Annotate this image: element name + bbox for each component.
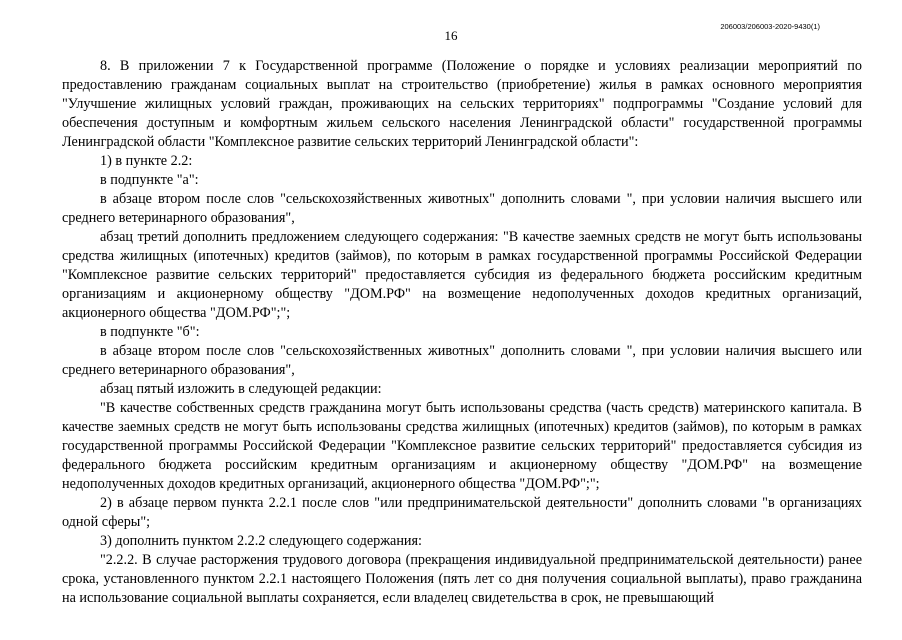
document-code: 206003/206003-2020-9430(1): [720, 22, 820, 31]
paragraph-subitem-b-fifth: абзац пятый изложить в следующей редакции:: [100, 381, 382, 397]
paragraph-subitem-b: в подпункте "б":: [100, 324, 200, 340]
paragraph-item-1: 1) в пункте 2.2:: [100, 153, 193, 169]
paragraph-2-2-2: "2.2.2. В случае расторжения трудового договора (прекращения индивидуальной предпринимательской деятельности) ранее срока, установленного пунктом 2.2.1 настоящего Положения (пять лет со дня получения социальной выплаты), право гражданина на использование социальной выплаты сохраняется, если владелец свидетельства в срок, не превышающий: [62, 552, 862, 606]
page-number: 16: [444, 28, 458, 43]
document-body: [62, 57, 862, 608]
paragraph-item-3: 3) дополнить пунктом 2.2.2 следующего содержания:: [100, 533, 422, 549]
paragraph-subitem-a-third: абзац третий дополнить предложением следующего содержания: "В качестве заемных средств не могут быть использованы средства жилищных (ипотечных) кредитов (займов), по которым в рамках государственной программы Российской Федерации "Комплексное развитие сельских территорий" предоставляется субсидия из федерального бюджета российским кредитным организациям и акционерному обществу "ДОМ.РФ" на возмещение недополученных доходов кредитных организаций, акционерного общества "ДОМ.РФ";";: [62, 229, 862, 321]
paragraph-fifth-new-text: "В качестве собственных средств гражданина могут быть использованы средства (часть средств) материнского капитала. В качестве заемных средств не могут быть использованы средства жилищных (ипотечных) кредитов (займов), по которым в рамках государственной программы Российской Федерации "Комплексное развитие сельских территорий" предоставляется субсидия из федерального бюджета российским кредитным организациям и акционерному обществу "ДОМ.РФ" на возмещение недополученных доходов кредитных организаций, акционерного общества "ДОМ.РФ";";: [62, 400, 862, 492]
paragraph-item-2: 2) в абзаце первом пункта 2.2.1 после слов "или предпринимательской деятельности" дополнить словами "в организациях одной сферы";: [62, 495, 862, 530]
paragraph-amendment-8: 8. В приложении 7 к Государственной программе (Положение о порядке и условиях реализации мероприятий по предоставлению гражданам социальных выплат на строительство (приобретение) жилья в рамках основного мероприятия "Улучшение жилищных условий граждан, проживающих на сельских территориях" подпрограммы "Создание условий для обеспечения доступным и комфортным жильем сельского населения Ленинградской области" государственной программы Ленинградской области "Комплексное развитие сельских территорий Ленинградской области":: [62, 58, 862, 150]
paragraph-subitem-a: в подпункте "а":: [100, 172, 199, 188]
paragraph-subitem-b-second: в абзаце втором после слов "сельскохозяйственных животных" дополнить словами ", при условии наличия высшего или среднего ветеринарного образования",: [62, 343, 862, 378]
paragraph-subitem-a-second: в абзаце втором после слов "сельскохозяйственных животных" дополнить словами ", при условии наличия высшего или среднего ветеринарного образования",: [62, 191, 862, 226]
